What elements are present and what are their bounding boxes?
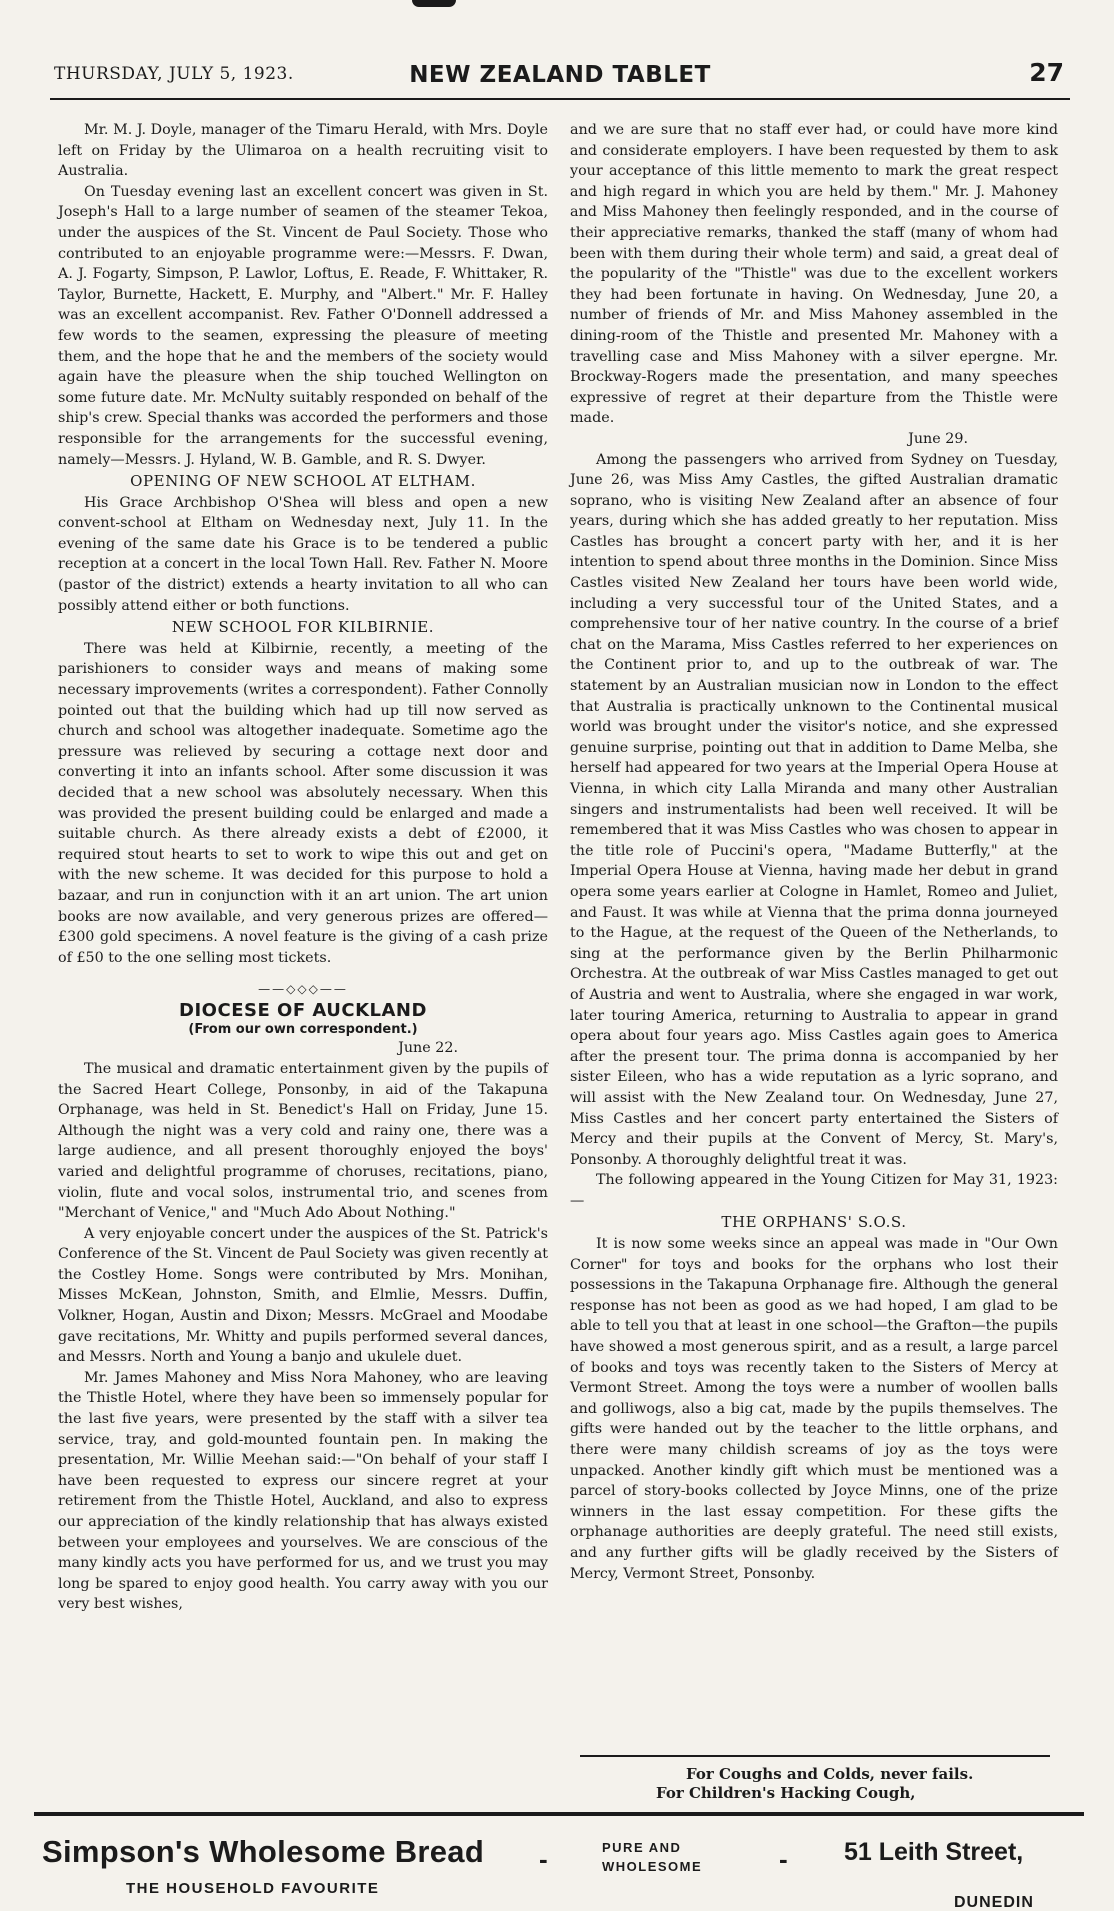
ad-separator: - (779, 1844, 788, 1874)
page-number: 27 (1029, 58, 1064, 87)
dateline-june-29: June 29. (908, 430, 968, 447)
coughs-line-2: For Children's Hacking Cough, (656, 1784, 916, 1802)
ad-pure: PURE AND (602, 1840, 682, 1855)
paragraph-mahoney: Mr. James Mahoney and Miss Nora Mahoney, who are leaving the Thistle Hotel, where they have been so immensely popular for the last five years, were presented by the staff with a silver tea service, tray, and gold-mounted fountain pen. In making the presentation, Mr. Willie Meehan said:—"On behalf of your staff I have been requested to express our sincere regret at your retirement from the Thistle Hotel, Auckland, and also to express our appreciation of the kindly relationship that has always existed between your employees and yourselves. We are conscious of the many kindly acts you have performed for us, and we trust you may long be spared to enjoy good health. You carry away with you our very best wishes, (58, 1369, 548, 1613)
paragraph-young-citizen: The following appeared in the Young Citizen for May 31, 1923:— (570, 1172, 1058, 1209)
coughs-notice (580, 1755, 1050, 1803)
paragraph-sacred-heart: The musical and dramatic entertainment given by the pupils of the Sacred Heart College, Ponsonby, in aid of the Takapuna Orphanage, was held in St. Benedict's Hall on Friday, June 15. Although the night was a very cold and rainy one, there was a large audience, and all present thoroughly enjoyed the boys' varied and delightful programme of choruses, recitations, piano, violin, flute and vocal solos, instrumental trio, and scenes from "Merchant of Venice," and "Much Ado About Nothing." (58, 1060, 548, 1222)
right-column (570, 120, 1058, 1584)
diocese-heading-block (58, 982, 548, 1038)
paragraph-amy-castles: Among the passengers who arrived from Sydney on Tuesday, June 26, was Miss Amy Castles, the gifted Australian dramatic soprano, who is visiting New Zealand after an absence of four years, during which she has added greatly to her reputation. Miss Castles has brought a concert party with her, and it is her intention to spend about three months in the Dominion. Since Miss Castles visited New Zealand her tours have been world wide, including a very successful tour of the United States, and a comprehensive tour of her native country. In the course of a brief chat on the Marama, Miss Castles referred to her experiences on the Continent prior to, and up to the outbreak of war. The statement by an Australian musician now in London to the effect that Australia is practically unknown to the Continental musical world was brought under the visitor's notice, and she expressed genuine surprise, pointing out that in addition to Dame Melba, she herself had appeared for two years at the Imperial Opera House at Vienna, in which city Lalla Miranda and many other Australian singers and instrumentalists had been well received. It will be remembered that it was Miss Castles who was chosen to appear in the title role of Puccini's opera, "Madame Butterfly," at the Imperial Opera House at Vienna, having made her debut in grand opera some years earlier at Cologne in Hamlet, Romeo and Juliet, and Faust. It was while at Vienna that the prima donna journeyed to the Hague, at the request of the Queen of the Netherlands, to sing at the performance given by the Berlin Philharmonic Orchestra. At the outbreak of war Miss Castles managed to get out of Austria and went to Australia, where she engaged in war work, later touring America, returning to Australia to appear in grand opera about four years ago. Miss Castles again goes to America after the present tour. The prima donna is accompanied by her sister Eileen, who has a wide reputation as a lyric soprano, and will assist with the New Zealand tour. On Wednesday, June 27, Miss Castles and her concert party entertained the Sisters of Mercy and their pupils at the Convent of Mercy, St. Mary's, Ponsonby. A thoroughly delightful treat it was. (570, 451, 1058, 1168)
paragraph-costley-home: A very enjoyable concert under the auspices of the St. Patrick's Conference of the St. Vincent de Paul Society was given recently at the Costley Home. Songs were contributed by Mrs. Monihan, Misses McKean, Johnston, Smith, and Elmlie, Messrs. Duffin, Volkner, Hogan, Austin and Dixon; Messrs. McGrael and Moodabe gave recitations, Mr. Whitty and pupils performed several dances, and Messrs. North and Young a banjo and ukulele duet. (58, 1225, 548, 1366)
coughs-line-1: For Coughs and Colds, never fails. (686, 1765, 974, 1783)
ad-city: DUNEDIN (954, 1894, 1034, 1908)
ad-wholesome: WHOLESOME (602, 1859, 703, 1874)
paragraph-mahoney-cont: and we are sure that no staff ever had, or could have more kind and considerate employers. I have been requested by them to ask your acceptance of this little memento to mark the great respect and high regard in which you are held by them." Mr. J. Mahoney and Miss Mahoney then feelingly responded, and in the course of their appreciative remarks, thanked the staff (many of whom had been with them during their whole term) and said, a great deal of the popularity of the "Thistle" was due to the excellent workers they had been fortunate in having. On Wednesday, June 20, a number of friends of Mr. and Miss Mahoney assembled in the dining-room of the Thistle and presented Mr. Mahoney with a travelling case and Miss Mahoney with a silver epergne. Mr. Brockway-Rogers made the presentation, and many speeches expressive of regret at their departure from the Thistle were made. (570, 122, 1058, 427)
paragraph-seamen-concert: On Tuesday evening last an excellent concert was given in St. Joseph's Hall to a large number of seamen of the steamer Tekoa, under the auspices of the St. Vincent de Paul Society. Those who contributed to an enjoyable programme were:—Messrs. F. Dwan, A. J. Fogarty, Simpson, P. Lawlor, Loftus, E. Reade, F. Whittaker, R. Taylor, Burnette, Hackett, E. Murphy, and "Albert." Mr. F. Halley was an excellent accompanist. Rev. Father O'Donnell addressed a few words to the seamen, expressing the pleasure of meeting them, and the hope that he and the members of the society would again have the pleasure when the ship touched Wellington on some future date. Mr. McNulty suitably responded on behalf of the ship's crew. Special thanks was accorded the performers and those responsible for the arrangements for the successful evening, namely—Messrs. J. Hyland, W. B. Gamble, and R. S. Dwyer. (58, 183, 548, 468)
page-header (50, 58, 1070, 100)
ad-address: 51 Leith Street, (844, 1838, 1024, 1866)
advertisement-banner (34, 1812, 1084, 1911)
left-column (58, 120, 548, 1615)
heading-correspondent: (From our own correspondent.) (188, 1022, 418, 1038)
ad-tagline: THE HOUSEHOLD FAVOURITE (126, 1880, 380, 1897)
paragraph-orphans: It is now some weeks since an appeal was made in "Our Own Corner" for toys and books for the orphans who lost their possessions in the Takapuna Orphanage fire. Although the general response has not been as good as we had hoped, I am glad to be able to tell you that at least in one school—the Grafton—the pupils have showed a most generous spirit, and as a result, a large parcel of books and toys was recently taken to the Sisters of Mercy at Vermont Street. Among the toys were a number of woollen balls and golliwogs, also a big cat, made by the pupils themselves. The gifts were handed out by the teacher to the little orphans, and there were many childish screams of joy as the toys were unpacked. Another kindly gift which must be mentioned was a parcel of story-books collected by Joyce Minns, one of the prize winners in the last essay competition. For these gifts the orphanage authorities are deeply grateful. The need still exists, and any further gifts will be gladly received by the Sisters of Mercy, Vermont Street, Ponsonby. (570, 1236, 1058, 1582)
heading-kilbirnie: NEW SCHOOL FOR KILBIRNIE. (171, 618, 435, 637)
paragraph-doyle: Mr. M. J. Doyle, manager of the Timaru Herald, with Mrs. Doyle left on Friday by the Ulimaroa on a health recruiting visit to Australia. (58, 122, 548, 180)
header-title: NEW ZEALAND TABLET (409, 62, 711, 88)
header-date: THURSDAY, JULY 5, 1923. (54, 64, 294, 84)
ad-brand-name: Simpson's Wholesome Bread (42, 1834, 485, 1869)
ornament-divider: ——◇◇◇—— (258, 982, 348, 997)
paragraph-eltham: His Grace Archbishop O'Shea will bless and open a new convent-school at Eltham on Wednesday next, July 11. In the evening of the same date his Grace is to be tendered a public reception at a concert in the local Town Hall. Rev. Father N. Moore (pastor of the district) extends a hearty invitation to all who can possibly attend either or both functions. (58, 494, 548, 614)
dateline-june-22: June 22. (398, 1040, 458, 1057)
heading-eltham: OPENING OF NEW SCHOOL AT ELTHAM. (130, 472, 476, 491)
ad-pure-wholesome (602, 1838, 702, 1876)
heading-orphans: THE ORPHANS' S.O.S. (721, 1213, 907, 1232)
paragraph-kilbirnie: There was held at Kilbirnie, recently, a meeting of the parishioners to consider ways and means of making some necessary improvements (writes a correspondent). Father Connolly pointed out that the building which had up till now served as church and school was altogether inadequate. Sometime ago the pressure was relieved by securing a cottage next door and converting it into an infants school. After some discussion it was decided that a new school was absolutely necessary. When this was provided the present building could be enlarged and made a suitable church. As there already exists a debt of £2000, it required stout hearts to set to work to wipe this out and get on with the new scheme. It was decided for this purpose to hold a bazaar, and run in conjunction with it an art union. The art union books are now available, and very generous prizes are offered—£300 gold specimens. A novel feature is the giving of a cash prize of £50 to the one selling most tickets. (58, 640, 548, 966)
printer-mark (412, 0, 456, 7)
ad-separator: - (539, 1844, 548, 1874)
heading-diocese: DIOCESE OF AUCKLAND (179, 1000, 427, 1022)
